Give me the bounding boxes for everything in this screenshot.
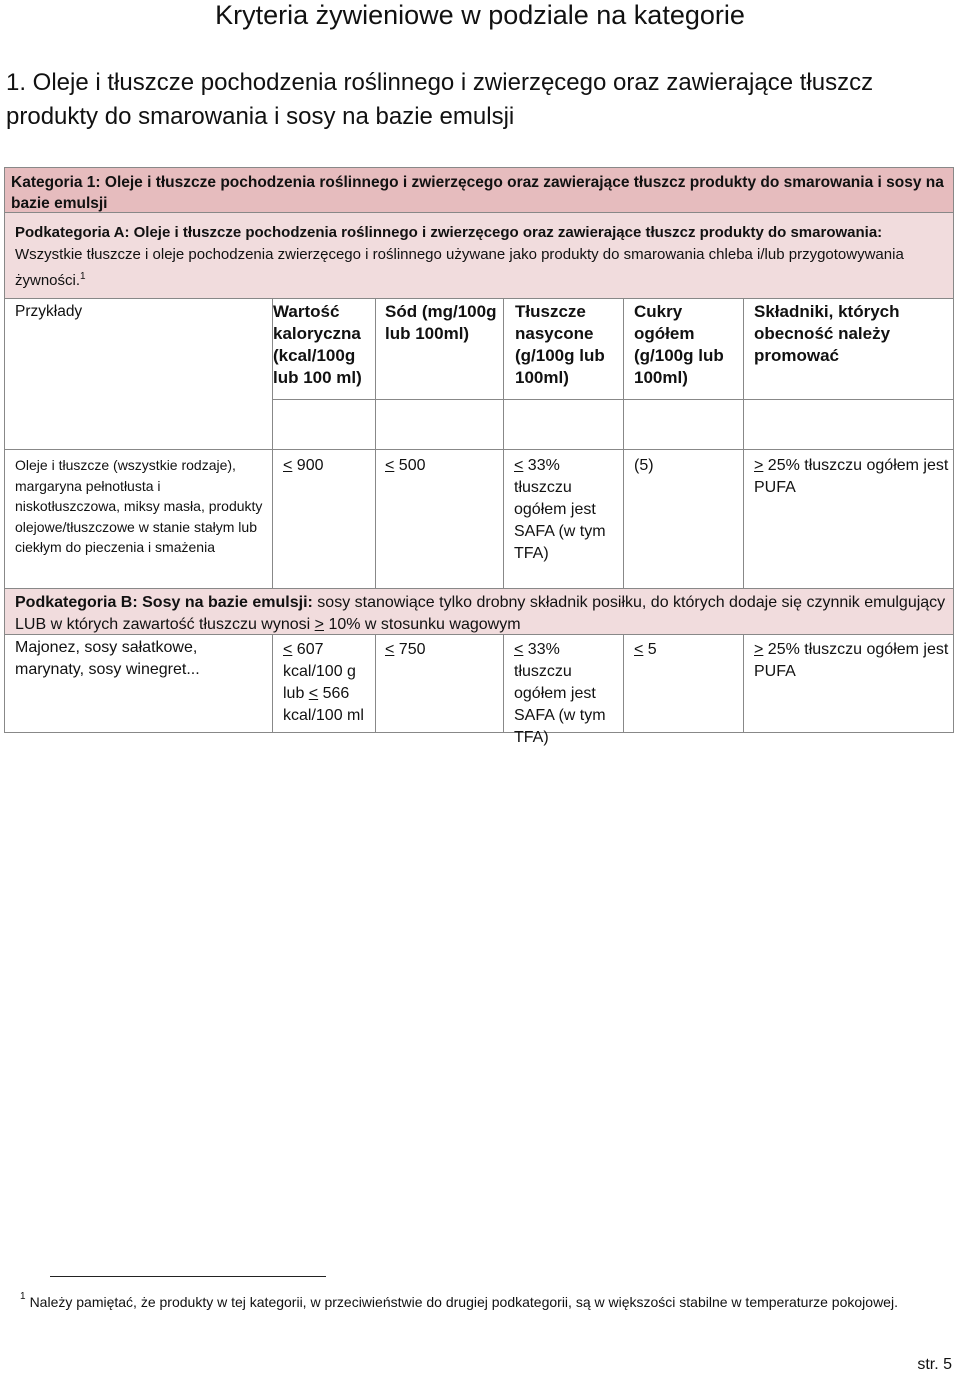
header-promote: Składniki, których obecność należy promować (754, 302, 900, 365)
footnote-text: Należy pamiętać, że produkty w tej kategorii, w przeciwieństwie do drugiej podkategorii, są w większości stabilne w temperaturze pokojowej. (29, 1294, 898, 1310)
category-label: Kategoria 1: Oleje i tłuszcze pochodzenia roślinnego i zwierzęcego oraz zawierające tłuszcz produkty do smarowania i sosy na bazie emulsji (11, 174, 944, 212)
row-b-sugars: < 5 (634, 641, 657, 658)
row-a-calories: < 900 (283, 457, 324, 474)
row-a-promote: > 25% tłuszczu ogółem jest PUFA (754, 457, 949, 496)
row-b-calories: < 607 kcal/100 g lub < 566 kcal/100 ml (283, 641, 364, 724)
header-sugars: Cukry ogółem (g/100g lub 100ml) (634, 302, 724, 387)
page-number: str. 5 (917, 1356, 952, 1373)
row-b-promote: > 25% tłuszczu ogółem jest PUFA (754, 641, 949, 680)
footnote (20, 1287, 898, 1312)
header-calories: Wartość kaloryczna (kcal/100g lub 100 ml) (273, 302, 362, 387)
footnote-separator (50, 1276, 326, 1277)
row-b-sodium: < 750 (385, 641, 426, 658)
criteria-table (4, 299, 954, 746)
row-a-examples: Oleje i tłuszcze (wszystkie rodzaje), margaryna pełnotłusta i niskotłuszczowa, miksy masła, produkty olejowe/tłuszczowe w stanie stałym lub ciekłym do pieczenia i smażenia (15, 457, 263, 556)
row-a-sugars: (5) (634, 457, 654, 474)
row-a-sodium: < 500 (385, 457, 426, 474)
section-title: 1. Oleje i tłuszcze pochodzenia roślinnego i zwierzęcego oraz zawierające tłuszcz produkty do smarowania i sosy na bazie emulsji (6, 69, 874, 130)
subcategory-a-title: Podkategoria A: Oleje i tłuszcze pochodzenia roślinnego i zwierzęcego oraz zawierające tłuszcz produkty do smarowania: (15, 224, 883, 241)
header-sodium: Sód (mg/100g lub 100ml) (385, 302, 497, 343)
footnote-number: 1 (20, 1291, 26, 1302)
row-b-saturated-fat: < 33% tłuszczu ogółem jest SAFA (w tym TFA) (514, 641, 606, 746)
row-a-saturated-fat: < 33% tłuszczu ogółem jest SAFA (w tym TFA) (514, 457, 606, 562)
header-saturated-fat: Tłuszcze nasycone (g/100g lub 100ml) (515, 302, 605, 387)
category-header (4, 167, 954, 213)
footnote-ref: 1 (80, 271, 86, 282)
subcategory-a-description: Wszystkie tłuszcze i oleje pochodzenia zwierzęcego i roślinnego używane jako produkty do smarowania chleba i/lub przygotowywania żywności. (15, 246, 904, 289)
subcategory-b-box: Podkategoria B: Sosy na bazie emulsji: sosy stanowiące tylko drobny składnik posiłku, do których dodaje się czynnik emulgujący LUB w których zawartość tłuszczu wynosi > 10% w stosunku wagowym (5, 589, 953, 634)
row-b-examples: Majonez, sosy sałatkowe, marynaty, sosy winegret... (15, 639, 200, 678)
subcategory-a-box (4, 213, 954, 299)
subcategory-b-title: Podkategoria B: Sosy na bazie emulsji: (15, 594, 313, 611)
header-examples: Przykłady (15, 303, 83, 320)
page-title: Kryteria żywieniowe w podziale na kategorie (215, 0, 745, 30)
